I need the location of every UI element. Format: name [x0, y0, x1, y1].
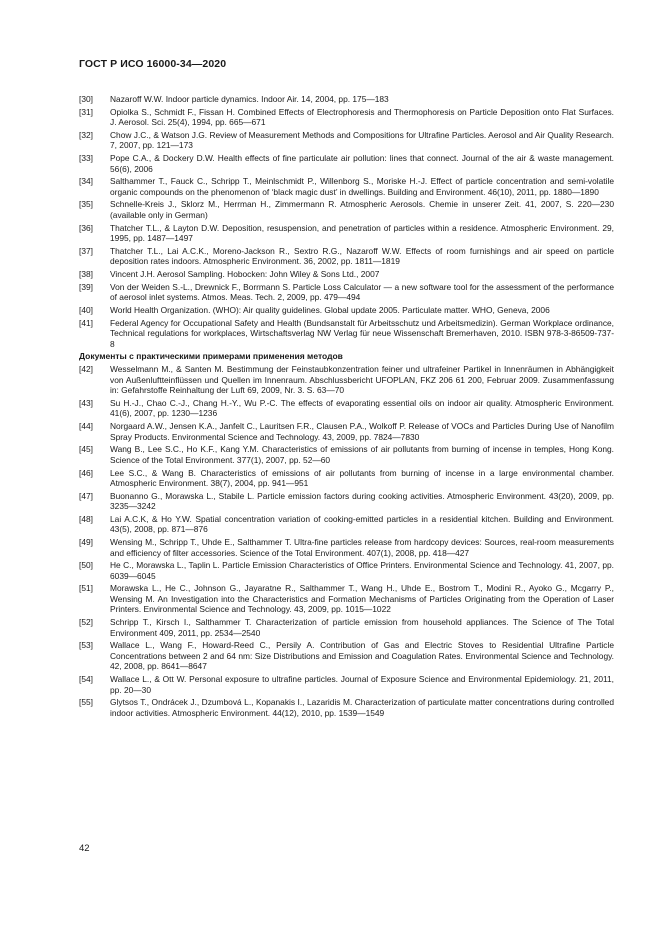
reference-text: He C., Morawska L., Taplin L. Particle Emission Characteristics of Office Printers. Environmental Science and Technology. 41, 2007, pp. 6039—6045	[110, 560, 614, 581]
reference-item	[79, 94, 614, 105]
reference-number: [44]	[79, 421, 93, 432]
reference-text: Morawska L., He C., Johnson G., Jayaratne R., Salthammer T., Wang H., Uhde E., Bostrom T., Modini R., Ayoko G., Mcgarry P., Wensing M. An Investigation into the Characteristics and Formation Mechanisms of Particles Originating from the Operation of Laser Printers. Environmental Science and Technology. 43, 2009, pp. 1015—1022	[110, 583, 614, 615]
reference-text: Lai A.C.K, & Ho Y.W. Spatial concentration variation of cooking-emitted particles in a residential kitchen. Building and Environment. 43(5), 2008, pp. 871—876	[110, 513, 614, 535]
reference-text: Wesselmann M., & Santen M. Bestimmung der Feinstaubkonzentration feiner und ultrafeiner Partikel in Innenräumen in Abhängigkeit von Außenluftteinflüssen und Quellen im Innenraum. Abschlussbericht UFOPLAN, FKZ 206 61 200, Februar 2009. Zusammenfassung in: Gefahrstoffe Reinhaltung der Luft 69, 2009, Nr. 3. S. 63—70	[110, 364, 614, 396]
reference-number: [47]	[79, 490, 93, 501]
reference-text: Su H.-J., Chao C.-J., Chang H.-Y., Wu P.-C. The effects of evaporating essential oils on indoor air quality. Atmospheric Environment. 41(6), 2007, pp. 1230—1236	[110, 397, 614, 419]
section-title: Документы с практическими примерами применения методов	[79, 351, 343, 362]
reference-number: [34]	[79, 176, 93, 187]
reference-list	[79, 94, 614, 349]
reference-text: Salthammer T., Fauck C., Schripp T., Meinlschmidt P., Willenborg S., Moriske H.-J. Effect of particle concentration and semi-volatile organic compounds on the phenomenon of ‘black magic dust’ in dwellings. Building and Environment. 46(10), 2011, pp. 1880—1890	[110, 176, 614, 197]
reference-item	[79, 514, 614, 535]
reference-number: [55]	[79, 697, 93, 708]
reference-number: [43]	[79, 397, 93, 408]
reference-number: [31]	[79, 106, 93, 117]
reference-item	[79, 537, 614, 558]
reference-item	[79, 444, 614, 465]
reference-number: [52]	[79, 617, 93, 628]
reference-text: Thatcher T.L., Lai A.C.K., Moreno-Jackson R., Sextro R.G., Nazaroff W.W. Effects of room furnishings and air speed on particle deposition rates indoors. Atmospheric Environment. 36, 2002, pp. 1811—1819	[110, 245, 614, 267]
reference-number: [32]	[79, 129, 93, 140]
reference-number: [40]	[79, 304, 93, 315]
reference-text: Wensing M., Schripp T., Uhde E., Salthammer T. Ultra-fine particles release from hardcopy devices: Sources, real-room measurements and efficiency of filter accessories. Science of the Total Environment. 407(1), 2008, pp. 418—427	[110, 537, 614, 558]
reference-item	[79, 176, 614, 197]
reference-item	[79, 153, 614, 174]
reference-text: Wang B., Lee S.C., Ho K.F., Kang Y.M. Characteristics of emissions of air pollutants from burning of incense in temples, Hong Kong. Science of the Total Environment. 377(1), 2007, pp. 52—60	[110, 444, 614, 465]
reference-item	[79, 560, 614, 581]
reference-number: [37]	[79, 245, 93, 256]
reference-item	[79, 364, 614, 396]
reference-number: [42]	[79, 364, 93, 375]
reference-number: [48]	[79, 513, 93, 524]
page-number: 42	[79, 843, 90, 854]
reference-number: [45]	[79, 444, 93, 455]
reference-item	[79, 617, 614, 638]
reference-text: Chow J.C., & Watson J.G. Review of Measurement Methods and Compositions for Ultrafine Particles. Aerosol and Air Quality Research. 7, 2007, pp. 121—173	[110, 129, 614, 151]
reference-item	[79, 246, 614, 267]
reference-text: Norgaard A.W., Jensen K.A., Janfelt C., Lauritsen F.R., Clausen P.A., Wolkoff P. Release of VOCs and Particles During Use of Nanofilm Spray Products. Environmental Science and Technology. 43, 2009, pp. 7824—7830	[110, 421, 614, 442]
reference-text: Thatcher T.L., & Layton D.W. Deposition, resuspension, and penetration of particles within a residence. Atmospheric Environment. 29, 1995, pp. 1487—1497	[110, 222, 614, 244]
reference-item	[79, 491, 614, 512]
reference-number: [53]	[79, 640, 93, 651]
reference-item	[79, 282, 614, 303]
reference-item	[79, 697, 614, 718]
reference-number: [54]	[79, 674, 93, 684]
reference-text: Wallace L., & Ott W. Personal exposure to ultrafine particles. Journal of Exposure Science and Environmental Epidemiology. 21, 2011, pp. 20—30	[110, 674, 614, 695]
reference-item	[79, 107, 614, 128]
reference-item	[79, 269, 614, 280]
reference-text: Lee S.C., & Wang B. Characteristics of emissions of air pollutants from burning of incense in a large environmental chamber. Atmospheric Environment. 38(7), 2004, pp. 941—951	[110, 467, 614, 488]
reference-item	[79, 318, 614, 350]
reference-item	[79, 199, 614, 220]
reference-number: [33]	[79, 153, 93, 164]
reference-item	[79, 398, 614, 419]
reference-item	[79, 421, 614, 442]
reference-number: [50]	[79, 560, 93, 571]
reference-number: [38]	[79, 269, 93, 279]
document-header: ГОСТ Р ИСО 16000-34—2020	[79, 58, 227, 70]
reference-item	[79, 468, 614, 489]
reference-text: Nazaroff W.W. Indoor particle dynamics. Indoor Air. 14, 2004, pp. 175—183	[110, 94, 389, 104]
reference-number: [41]	[79, 317, 93, 328]
reference-text: World Health Organization. (WHO): Air quality guidelines. Global update 2005. Particulate matter. WHO, Geneva, 2006	[110, 304, 550, 315]
reference-text: Glytsos T., Ondrácek J., Dzumbová L., Kopanakis I., Lazaridis M. Characterization of particulate matter concentrations during controlled indoor activities. Atmospheric Environment. 44(12), 2010, pp. 1539—1549	[110, 697, 614, 718]
reference-item	[79, 223, 614, 244]
reference-item	[79, 583, 614, 615]
reference-number: [35]	[79, 199, 93, 210]
reference-list-practical	[79, 364, 614, 718]
reference-item	[79, 640, 614, 672]
reference-text: Schnelle-Kreis J., Sklorz M., Herrman H., Zimmermann R. Atmospheric Aerosols. Chemie in unserer Zeit. 41, 2007, S. 220—230 (available only in German)	[110, 199, 614, 220]
reference-text: Schripp T., Kirsch I., Salthammer T. Characterization of particle emission from household appliances. The Science of The Total Environment 409, 2011, pp. 2534—2540	[110, 617, 614, 638]
reference-number: [46]	[79, 467, 93, 478]
reference-item	[79, 305, 614, 316]
reference-number: [39]	[79, 281, 93, 292]
reference-text: Federal Agency for Occupational Safety and Health (Bundsanstalt für Arbeitsschutz und Arbeitsmedizin). German Workplace ordinance, Technical regulations for workplaces, Wirtschaftsverlag NW Verlag für neue Wissenschaft Bremerhaven, 2010. ISBN 978-3-86509-737-8	[110, 317, 614, 349]
reference-text: Buonanno G., Morawska L., Stabile L. Particle emission factors during cooking activities. Atmospheric Environment. 43(20), 2009, pp. 3235—3242	[110, 490, 614, 512]
reference-text: Wallace L., Wang F., Howard-Reed C., Persily A. Contribution of Gas and Electric Stoves to Residential Ultrafine Particle Concentrations between 2 and 64 nm: Size Distributions and Emission and Coagulation Rates. Environmental Science and Technology. 42, 2008, pp. 8641—8647	[110, 640, 614, 672]
reference-number: [36]	[79, 222, 93, 233]
reference-text: Von der Weiden S.-L., Drewnick F., Borrmann S. Particle Loss Calculator — a new software tool for the assessment of the performance of aerosol inlet systems. Atmos. Meas. Tech. 2, 2009, pp. 479—494	[110, 281, 614, 303]
reference-number: [30]	[79, 94, 93, 104]
reference-text: Pope C.A., & Dockery D.W. Health effects of fine particulate air pollution: lines that connect. Journal of the air & waste management. 56(6), 2006	[110, 153, 614, 174]
reference-number: [51]	[79, 583, 93, 594]
reference-text: Opiolka S., Schmidt F., Fissan H. Combined Effects of Electrophoresis and Thermophoresis on Particle Deposition onto Flat Surfaces. J. Aerosol. Sci. 25(4), 1994, pp. 665—671	[110, 106, 614, 128]
bibliography	[79, 94, 614, 720]
reference-number: [49]	[79, 537, 93, 548]
reference-item	[79, 130, 614, 151]
reference-item	[79, 674, 614, 695]
reference-text: Vincent J.H. Aerosol Sampling. Hobocken: John Wiley & Sons Ltd., 2007	[110, 269, 380, 279]
